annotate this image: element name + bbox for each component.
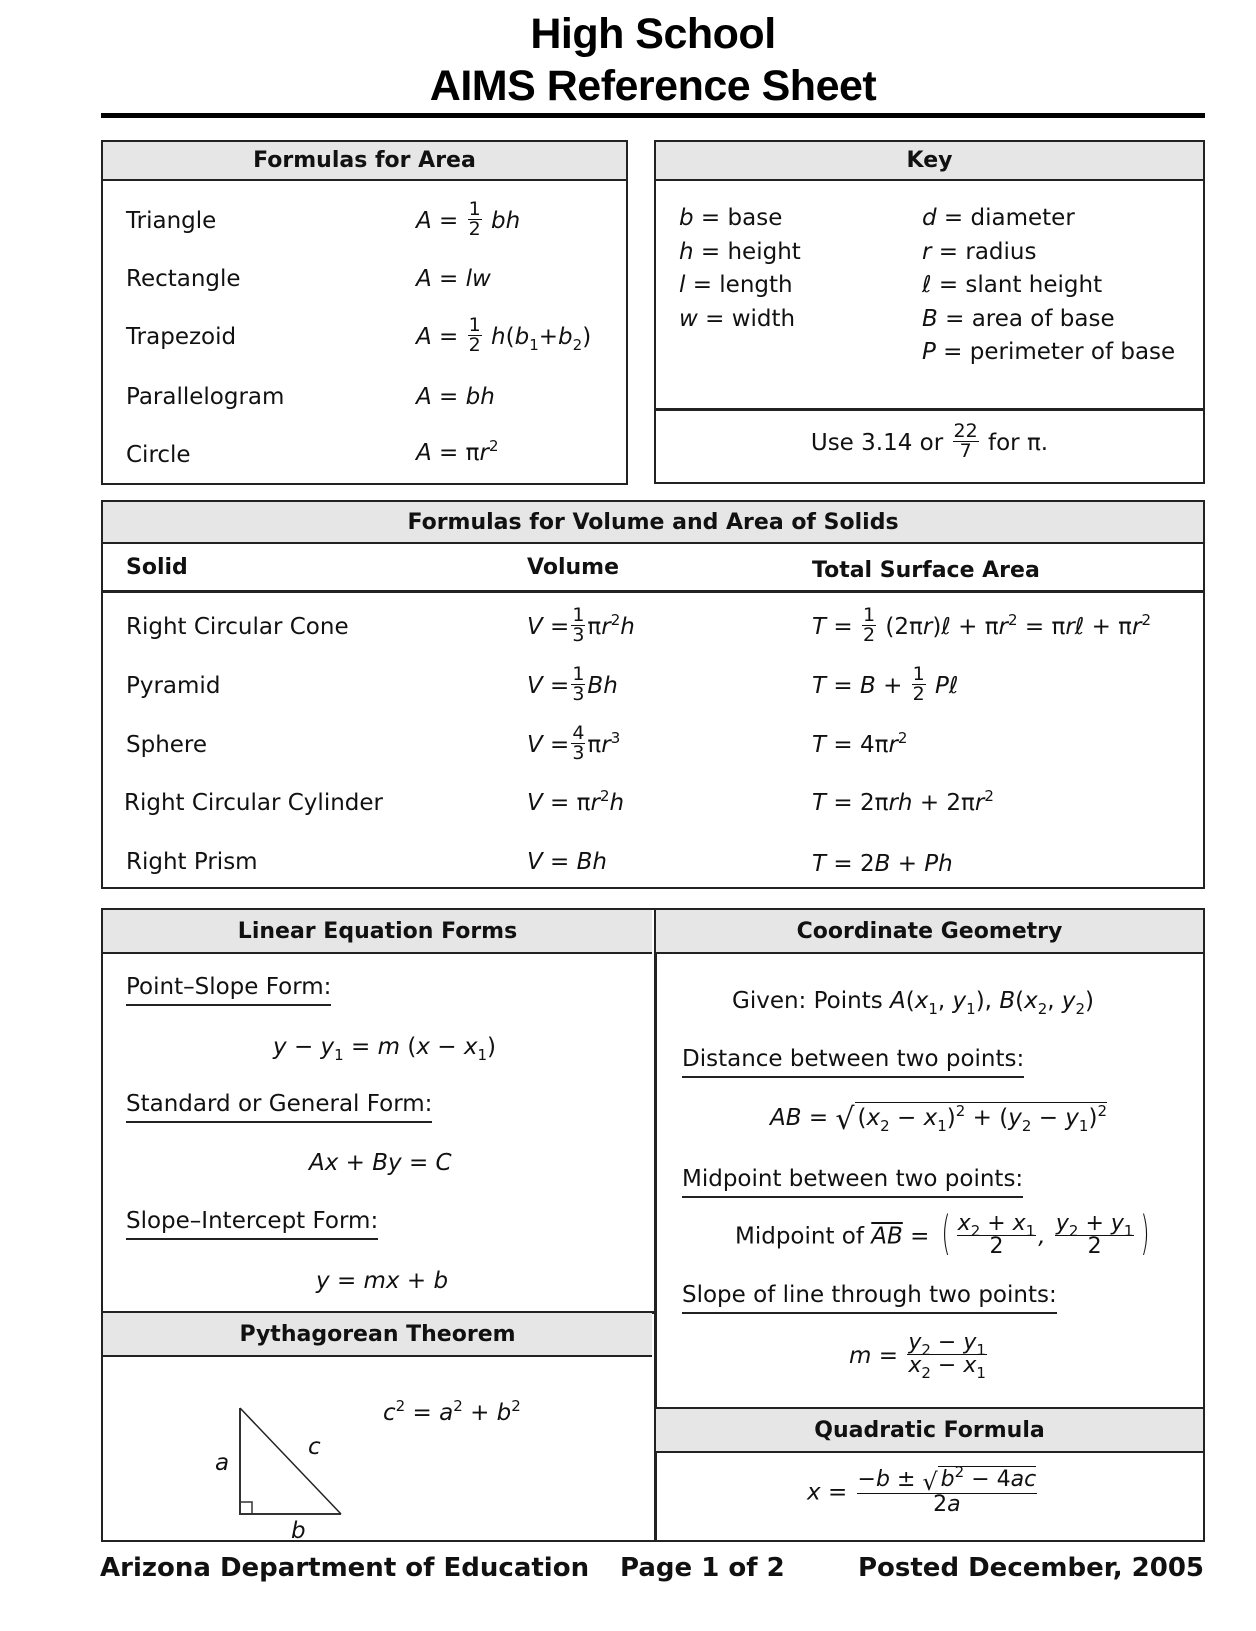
standard-form-label: Standard or General Form:: [126, 1091, 432, 1123]
surface-pyramid: T = B + $\frac{1}{2}$ Pℓ: [812, 663, 959, 705]
given-points: Given: Points $A(x_1$, $y_1$), $B(x_2$, $y_2$): [732, 988, 1095, 1018]
surface-prism: T = 2B + Ph: [812, 851, 953, 877]
midpoint-formula: Midpoint of $\overline{AB}$ = ( $\frac{x_2 + x_1}{2}$ , $\frac{y_2 + y_1}{2}$ ): [735, 1206, 1150, 1260]
slope-intercept-label: Slope–Intercept Form:: [126, 1208, 378, 1240]
page-title-line1: High School: [530, 10, 776, 58]
slope-label: Slope of line through two points:: [682, 1282, 1057, 1314]
solid-name-cylinder: Right Circular Cylinder: [124, 790, 383, 816]
area-formula-parallelogram: A = bh: [416, 384, 495, 410]
triangle-label-a: a: [215, 1450, 230, 1476]
footer-posted-date: Posted December, 2005: [857, 1553, 1204, 1583]
volume-cylinder: $V = \pi r^2h$: [527, 787, 625, 816]
midpoint-label: Midpoint between two points:: [682, 1166, 1023, 1198]
solid-name-sphere: Sphere: [126, 732, 208, 758]
key-item-b: b = base: [679, 205, 783, 231]
area-shape-rectangle: Rectangle: [126, 266, 241, 292]
key-panel-header: Key: [656, 142, 1203, 181]
pythagorean-formula: $c^2 = a^2 + b^2$: [383, 1397, 521, 1426]
title-divider: [101, 113, 1205, 118]
key-left-column: [679, 202, 801, 336]
footer-page-number: Page 1 of 2: [620, 1553, 785, 1583]
key-item-B: B = area of base: [922, 305, 1115, 332]
slope-formula: m = $\frac{y_2 - y_1}{x_2 - x_1}$: [849, 1330, 986, 1382]
surface-sphere: $T = 4\pi r^2$: [812, 729, 908, 758]
area-panel-header: Formulas for Area: [103, 142, 626, 181]
solid-name-prism: Right Prism: [126, 849, 258, 875]
point-slope-formula: $y - y_1 = m$ $(x - x_1)$: [273, 1034, 496, 1064]
surface-cone: T = $\frac{1}{2}$ (2πr)ℓ + $\pi r^2$ = πrℓ + $\pi r^2$: [812, 604, 1152, 646]
key-panel: [654, 140, 1205, 484]
solid-name-pyramid: Pyramid: [126, 673, 221, 699]
area-shape-triangle: Triangle: [126, 208, 217, 234]
area-formulas-panel: [101, 140, 628, 485]
key-right-column: [922, 202, 1175, 370]
area-formula-trapezoid: A = $\frac{1}{2}$ $h(b_1+b_2)$: [416, 314, 592, 356]
area-formula-triangle: A = $\frac{1}{2}$ bh: [416, 198, 521, 240]
triangle-label-c: c: [308, 1434, 321, 1460]
solids-panel-header: Formulas for Volume and Area of Solids: [103, 502, 1203, 544]
quadratic-panel-header: Quadratic Formula: [656, 1409, 1203, 1453]
pythagorean-panel-header: Pythagorean Theorem: [103, 1313, 652, 1357]
col-header-surface-area: Total Surface Area: [812, 558, 1040, 583]
col-header-solid: Solid: [126, 555, 188, 580]
distance-formula: AB = √ $(x_2 - x_1)^2 + (y_2 - y_1)^2$: [770, 1102, 1107, 1137]
pi-note: Use 3.14 or $\frac{22}{7}$ for π.: [810, 420, 1049, 462]
solid-name-cone: Right Circular Cone: [126, 614, 349, 640]
linear-panel-header: Linear Equation Forms: [103, 910, 652, 954]
col-header-volume: Volume: [527, 555, 619, 580]
solids-formulas-panel: [101, 500, 1205, 889]
key-item-w: w = width: [679, 305, 796, 332]
point-slope-label: Point–Slope Form:: [126, 974, 331, 1006]
volume-prism: V = Bh: [527, 849, 607, 875]
key-item-d: d = diameter: [922, 205, 1075, 231]
area-formula-rectangle: A = lw: [416, 266, 491, 292]
distance-label: Distance between two points:: [682, 1046, 1024, 1078]
solids-header-divider: [103, 590, 1203, 593]
footer-department: Arizona Department of Education: [100, 1553, 590, 1583]
key-divider: [656, 408, 1203, 411]
key-item-h: h = height: [679, 238, 801, 265]
triangle-label-b: b: [291, 1518, 306, 1544]
bottom-panels: [101, 908, 1205, 1542]
coordinate-panel-header: Coordinate Geometry: [656, 910, 1203, 954]
key-item-l: l = length: [679, 272, 793, 298]
slope-intercept-formula: y = mx + b: [316, 1268, 449, 1294]
surface-cylinder: $T = 2\pi rh + 2\pi r^2$: [812, 787, 994, 816]
key-item-P: P = perimeter of base: [922, 339, 1176, 365]
page-title-line2: AIMS Reference Sheet: [429, 62, 877, 110]
area-shape-trapezoid: Trapezoid: [126, 324, 237, 350]
area-formula-circle: $A = \pi r^2$: [416, 437, 499, 466]
volume-sphere: V = $\frac{4}{3}$ $\pi r^3$: [527, 722, 621, 764]
key-item-r: r = radius: [922, 238, 1037, 265]
area-shape-circle: Circle: [126, 442, 191, 468]
quadratic-formula: x = $\frac{-b \pm √ b^2 - 4ac}{2a}$: [807, 1463, 1037, 1517]
area-shape-parallelogram: Parallelogram: [126, 384, 285, 410]
volume-pyramid: V = $\frac{1}{3}$ Bh: [527, 663, 618, 705]
key-item-slant: ℓ = slant height: [922, 272, 1103, 298]
standard-form-formula: Ax + By = C: [309, 1150, 452, 1176]
volume-cone: V = $\frac{1}{3}$ $\pi r^2h$: [527, 604, 635, 646]
